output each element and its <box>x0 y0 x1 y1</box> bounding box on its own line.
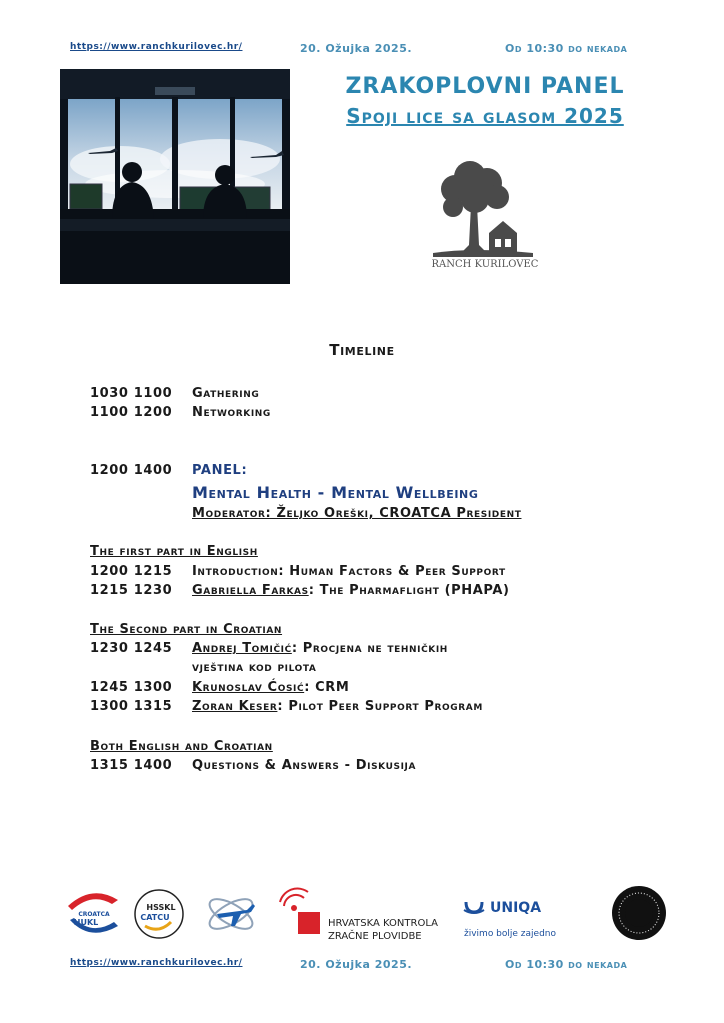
hukl-logo-bottom-text: HUKL <box>73 918 99 927</box>
uniqa-logo <box>462 894 562 946</box>
panel-time: 1200 1400 <box>90 463 173 478</box>
timeline-row <box>90 386 259 401</box>
row-time: 1230 1245 <box>90 641 173 656</box>
uniqa-slogan: živimo bolje zajedno <box>464 929 557 939</box>
row-time: 1215 1230 <box>90 583 173 598</box>
control-tower-photo <box>60 69 290 284</box>
section-title-english: The first part in English <box>90 544 258 559</box>
event-subtitle: Spoji lice sa glasom 2025 <box>346 104 624 128</box>
row-text: Gathering <box>192 386 260 401</box>
timeline-heading: Timeline <box>329 341 395 359</box>
row-time: 1200 1215 <box>90 564 173 579</box>
footer-time: Od 10:30 do nekada <box>505 958 628 971</box>
page-header <box>0 42 724 58</box>
footer-date: 20. Ožujka 2025. <box>300 958 413 971</box>
row-text: : Pilot Peer Support Program <box>277 699 483 714</box>
row-text: Introduction: Human Factors & Peer Support <box>192 564 506 579</box>
row-speaker: Zoran Keser <box>192 699 278 714</box>
uniqa-name: UNIQA <box>490 900 542 916</box>
plane-atom-logo <box>203 884 259 948</box>
hukl-logo-top-text: CROATCA <box>78 911 110 918</box>
croatia-control-line1: HRVATSKA KONTROLA <box>328 918 438 929</box>
croatia-control-logo <box>276 886 438 946</box>
croatia-control-line2: ZRAČNE PLOVIDBE <box>328 931 422 942</box>
timeline-row <box>90 405 271 420</box>
hsskl-catcu-logo <box>133 888 185 944</box>
event-title: ZRAKOPLOVNI PANEL <box>345 74 625 99</box>
panel-moderator: Moderator: Željko Oreški, CROATCA President <box>192 506 522 521</box>
row-time: 1100 1200 <box>90 405 173 420</box>
row-text-continuation: vještina kod pilota <box>192 660 317 675</box>
page-footer <box>0 958 724 974</box>
footer-website-link[interactable]: https://www.ranchkurilovec.hr/ <box>70 958 243 968</box>
timeline-row <box>90 583 510 598</box>
timeline-row <box>90 564 506 579</box>
hsskl-logo-bottom-text: CATCU <box>140 913 170 922</box>
row-text: : The Pharmaflight (PHAPA) <box>308 583 510 598</box>
round-badge-logo <box>610 884 668 946</box>
row-text: Questions & Answers - Diskusija <box>192 758 417 773</box>
timeline-row <box>90 758 416 773</box>
timeline-row <box>90 699 483 714</box>
hukl-logo <box>64 886 122 946</box>
timeline-row <box>90 680 349 695</box>
sponsor-logos <box>0 878 724 948</box>
row-speaker: Krunoslav Ćosić <box>192 680 305 695</box>
header-time: Od 10:30 do nekada <box>505 42 628 55</box>
row-text: Networking <box>192 405 271 420</box>
row-text: : Procjena ne tehničkih <box>291 641 448 656</box>
timeline-row <box>90 641 448 656</box>
row-time: 1315 1400 <box>90 758 173 773</box>
row-speaker: Andrej Tomičić <box>192 641 292 656</box>
ranch-logo-text: RANCH KURILOVEC <box>431 259 539 270</box>
row-text: : CRM <box>304 680 350 695</box>
row-time: 1030 1100 <box>90 386 173 401</box>
section-title-croatian: The Second part in Croatian <box>90 622 283 637</box>
row-speaker: Gabriella Farkas <box>192 583 309 598</box>
ranch-kurilovec-logo <box>425 155 545 273</box>
hsskl-logo-top-text: HSSKL <box>146 903 176 912</box>
header-date: 20. Ožujka 2025. <box>300 42 413 55</box>
section-title-both: Both English and Croatian <box>90 739 273 754</box>
row-time: 1300 1315 <box>90 699 173 714</box>
panel-topic: Mental Health - Mental Wellbeing <box>192 483 479 502</box>
header-website-link[interactable]: https://www.ranchkurilovec.hr/ <box>70 42 243 52</box>
panel-row <box>90 463 247 478</box>
row-time: 1245 1300 <box>90 680 173 695</box>
panel-label: PANEL: <box>192 463 248 478</box>
